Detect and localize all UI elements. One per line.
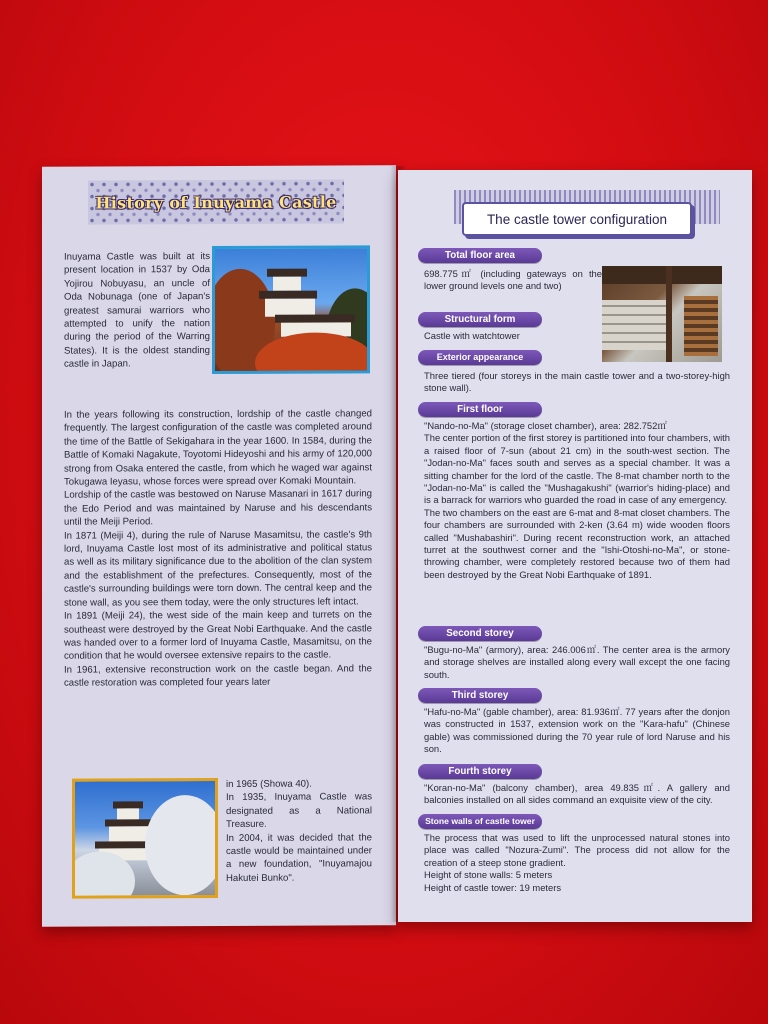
- castle-winter-photo: [72, 778, 218, 899]
- section-label-fourth-storey: Fourth storey: [418, 764, 542, 779]
- history-text: [64, 407, 372, 690]
- left-page-title: History of Inuyama Castle: [95, 191, 337, 213]
- history-paragraph: In 1961, extensive reconstruction work on the castle began. And the castle restoration was completed four years later: [64, 663, 372, 689]
- intro-text: Inuyama Castle was built at its present location in 1537 by Oda Yojirou Nobuyasu, an uncle of Oda Nobunaga (one of Japan's greatest samurai warriors who attempted to unify the nation during the period of the Warring States). It is the oldest standing castle in Japan.: [64, 251, 210, 370]
- left-title-banner: [88, 179, 344, 224]
- section-label-structural-form: Structural form: [418, 312, 542, 327]
- closing-paragraph: in 1965 (Showa 40).: [226, 778, 312, 790]
- section-text-stone-walls: The process that was used to lift the unprocessed natural stones into place was called "Nozura-Zumi". The process did not allow for the creation of a steep stone gradient. Height of stone walls: 5 meters Height of castle tower: 19 meters: [424, 832, 730, 893]
- left-page: [42, 165, 396, 927]
- history-paragraph: Lordship of the castle was bestowed on Naruse Masanari in 1617 during the Edo Period and was maintained by Naruse and his descendants until the Meiji Period.: [64, 488, 372, 528]
- section-text-second-storey: "Bugu-no-Ma" (armory), area: 246.006㎡. The center area is the armory and storage shelves are installed along every wall except the one facing south.: [424, 644, 730, 680]
- section-text-third-storey: "Hafu-no-Ma" (gable chamber), area: 81.936㎡. 77 years after the donjon was constructed in 1537, extension work on the "Kara-hafu" (Chinese gable) was commissioned during the 70 year rule of lord Naruse and his son.: [424, 706, 730, 755]
- castle-autumn-photo: [212, 245, 370, 374]
- closing-paragraph: In 1935, Inuyama Castle was designated as a National Treasure.: [226, 791, 372, 831]
- history-paragraph: In 1891 (Meiji 24), the west side of the main keep and turrets on the southeast were destroyed by the Great Nobi Earthquake. And the castle was handed over to a former lord of Inuyama Castle, Masamitsu, on the condition that he would oversee extensive repairs to the castle.: [64, 609, 372, 662]
- brochure-spread: [42, 160, 754, 920]
- right-page-title: The castle tower configuration: [462, 202, 692, 236]
- section-text-structural-form: Castle with watchtower: [424, 330, 520, 341]
- section-label-exterior-appearance: Exterior appearance: [418, 350, 542, 365]
- closing-paragraph: In 2004, it was decided that the castle would be maintained under a new foundation, "Inuyamajou Hakutei Bunko".: [226, 831, 372, 884]
- history-paragraph: In the years following its construction, lordship of the castle changed frequently. The largest configuration of the castle was completed around the time of the Battle of Sekigahara in the year 1600. In 1584, during the Battle of Komaki Nagakute, Toyotomi Hideyoshi and his army of 120,000 strong from Osaka entered the castle, from which he waged war against Tokugawa Ieyasu, whose forces were spread over Komaki Mountain.: [64, 408, 372, 488]
- closing-text: [226, 777, 372, 885]
- section-text-total-floor-area: 698.775㎡ (including gateways on the lower ground levels one and two): [424, 268, 602, 292]
- section-label-second-storey: Second storey: [418, 626, 542, 641]
- section-label-first-floor: First floor: [418, 402, 542, 417]
- stone-wall-interior-photo: [602, 266, 722, 362]
- section-label-total-floor-area: Total floor area: [418, 248, 542, 263]
- section-text-first-floor: "Nando-no-Ma" (storage closet chamber), area: 282.752㎡ The center portion of the first storey is partitioned into four chambers, with a raised floor of 7-sun (about 21 cm) in the south-west section. The "Jodan-no-Ma" faces south and serves as a special chamber. It was a sitting chamber for the lord of the castle. The 8-mat chamber north to the "Jodan-no-Ma" is called the "Mushagakushi" (warrior's hiding-place) and is a barrack for warriors who guarded the road in case of any emergency. The two chambers on the east are 6-mat and 8-mat closet chambers. The four chambers are surrounded with 2-ken (3.64 m) wide wooden floors called "Mushabashiri". During recent reconstruction work, an attached turret at the southwest corner and the "Ishi-Otoshi-no-Ma", or stone-throwing chamber, were completely restored because two of them had been destroyed by the Great Nobi Earthquake of 1891.: [424, 420, 730, 580]
- section-label-stone-walls: Stone walls of castle tower: [418, 814, 542, 829]
- section-text-exterior-appearance: Three tiered (four storeys in the main castle tower and a two-storey-high stone wall).: [424, 370, 730, 394]
- section-label-third-storey: Third storey: [418, 688, 542, 703]
- section-text-fourth-storey: "Koran-no-Ma" (balcony chamber), area 49.835㎡. A gallery and balconies installed on all sides command an exquisite view of the city.: [424, 782, 730, 806]
- history-paragraph: In 1871 (Meiji 4), during the rule of Naruse Masamitsu, the castle's 9th lord, Inuyama Castle lost most of its administrative and political status as well as its military significance due to the abolition of the clan system and the establishment of the prefectures. Consequently, most of the castle's surrounding buildings were torn down. The central keep and the stone wall, as you see them today, were the only structures left intact.: [64, 528, 372, 609]
- right-page: [398, 170, 752, 922]
